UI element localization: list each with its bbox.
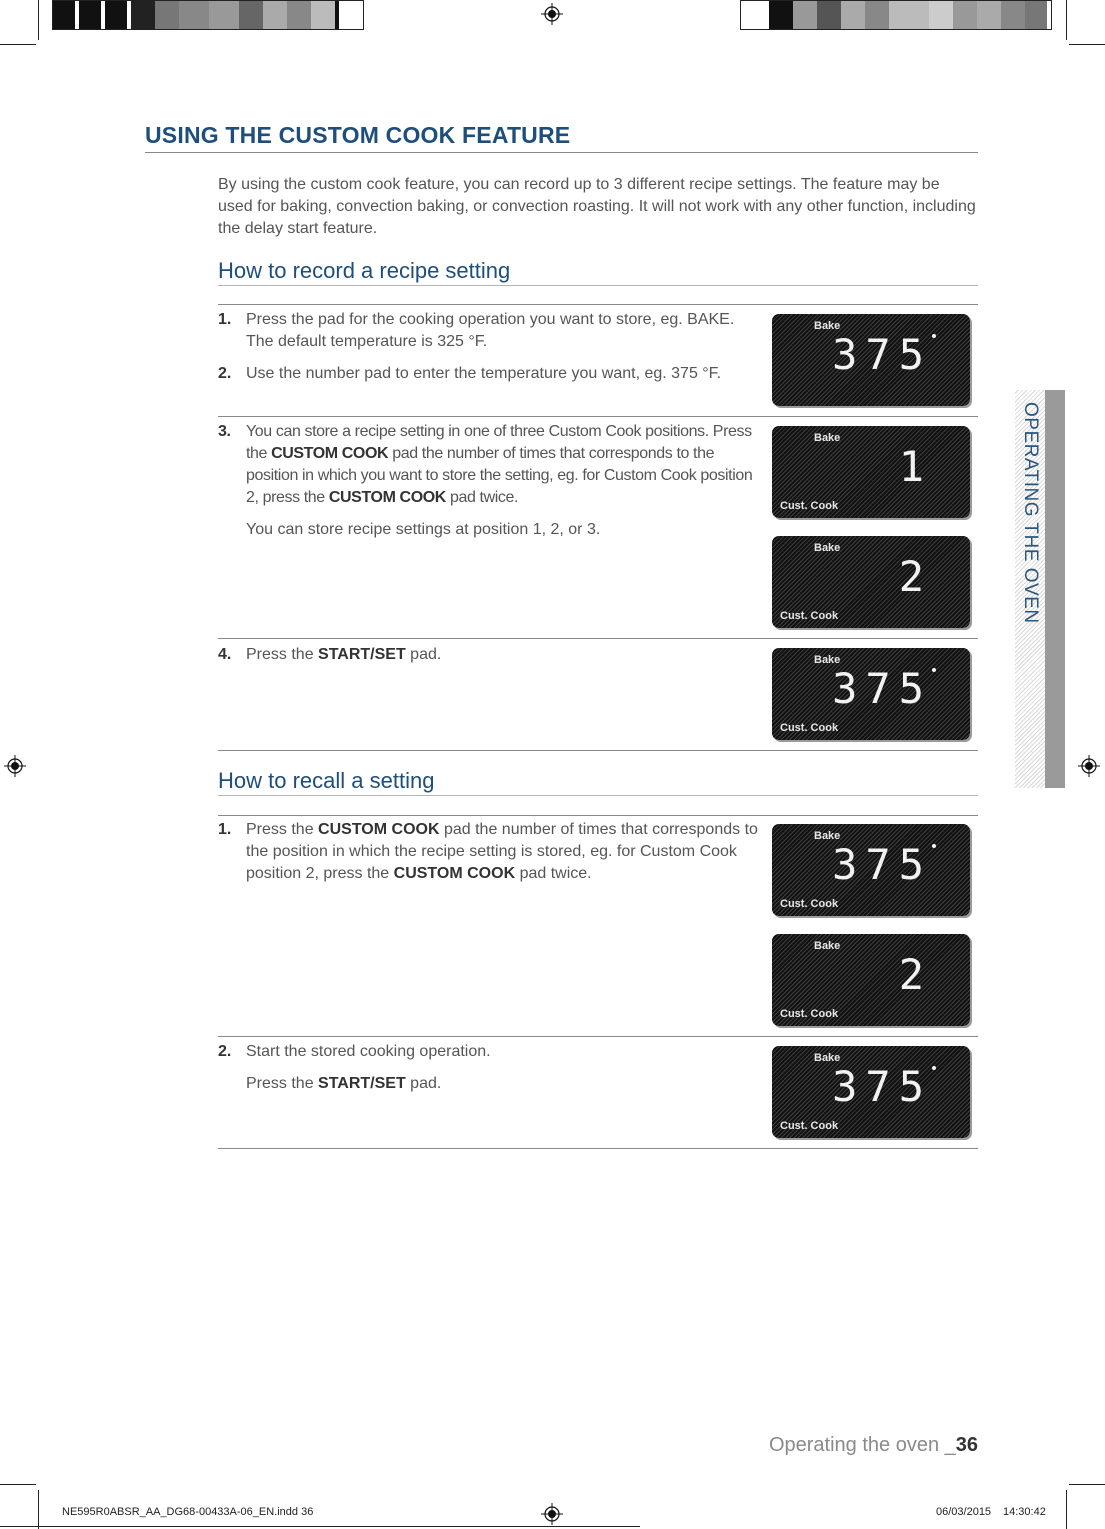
record-step-1: 1. Press the pad for the cooking operation you want to store, eg. BAKE. The default temperature is 325 °F.	[218, 311, 735, 350]
registration-target-icon	[541, 3, 563, 25]
row-divider	[218, 815, 978, 816]
crop-mark	[1066, 0, 1067, 40]
crop-mark	[0, 1484, 36, 1485]
intro-paragraph: By using the custom cook feature, you can record up to 3 different recipe settings. The feature may be used for baking, convection baking, or convection roasting. It will not work with any other function, including the delay start feature.	[218, 176, 976, 237]
recall-step-1: 1. Press the CUSTOM COOK pad the number of times that corresponds to the position in which the recipe setting is stored, eg. for Custom Cook position 2, press the CUSTOM COOK pad twice.	[218, 821, 758, 882]
oven-display: Bake 375 Cust. Cook	[772, 1046, 970, 1138]
crop-mark	[0, 44, 36, 45]
registration-target-icon	[1078, 755, 1100, 777]
oven-display: Bake 375 Cust. Cook	[772, 648, 970, 740]
record-step-2: 2. Use the number pad to enter the temperature you want, eg. 375 °F.	[218, 365, 722, 382]
oven-display: Bake 375 Cust. Cook	[772, 824, 970, 916]
oven-display: Bake 2 Cust. Cook	[772, 536, 970, 628]
record-step-3: 3. You can store a recipe setting in one of three Custom Cook positions. Press the CUSTOM COOK pad the number of times that corresponds to the position in which you want to store the setting, eg. for Custom Cook position 2, press the CUSTOM COOK pad twice. You can store recipe settings at position 1, 2, or 3.	[218, 421, 758, 541]
row-divider	[218, 1148, 978, 1149]
record-section-divider	[218, 285, 978, 286]
row-divider	[218, 750, 978, 751]
print-date: 06/03/2015	[936, 1506, 992, 1518]
chapter-side-tab	[1015, 390, 1065, 788]
crop-mark	[1069, 44, 1105, 45]
crop-mark	[0, 1526, 640, 1527]
page-number: 36	[955, 1434, 978, 1456]
color-bar-left	[52, 0, 364, 30]
recall-step-2-note: Press the START/SET pad.	[246, 1075, 442, 1092]
chapter-label: OPERATING THE OVEN	[1020, 402, 1041, 624]
crop-mark	[1069, 1484, 1105, 1485]
oven-display: Bake 375	[772, 314, 970, 406]
color-bar-right	[740, 0, 1052, 30]
registration-target-icon	[541, 1503, 563, 1525]
row-divider	[218, 304, 978, 305]
recall-section-title: How to recall a setting	[218, 768, 435, 793]
recall-section-divider	[218, 795, 978, 796]
row-divider	[218, 416, 978, 417]
crop-mark	[38, 1490, 39, 1529]
oven-display: Bake 2 Cust. Cook	[772, 934, 970, 1026]
page-footer: Operating the oven _36	[768, 1434, 978, 1456]
print-time: 14:30:42	[1003, 1506, 1046, 1518]
file-name: NE595R0ABSR_AA_DG68-00433A-06_EN.indd 36	[62, 1506, 314, 1518]
recall-step-2: 2. Start the stored cooking operation. Press the START/SET pad.	[218, 1041, 758, 1095]
registration-target-icon	[1, 0, 23, 22]
registration-target-icon	[4, 755, 26, 777]
oven-display: Bake 1 Cust. Cook	[772, 426, 970, 518]
title-divider	[145, 152, 978, 153]
record-step-3-note: You can store recipe settings at position 1, 2, or 3.	[246, 521, 601, 538]
record-step-4: 4. Press the START/SET pad.	[218, 646, 442, 663]
page-title: USING THE CUSTOM COOK FEATURE	[145, 122, 571, 148]
row-divider	[218, 1036, 978, 1037]
crop-mark	[38, 0, 39, 40]
record-section-title: How to record a recipe setting	[218, 258, 511, 283]
row-divider	[218, 638, 978, 639]
crop-mark	[1066, 1490, 1067, 1529]
